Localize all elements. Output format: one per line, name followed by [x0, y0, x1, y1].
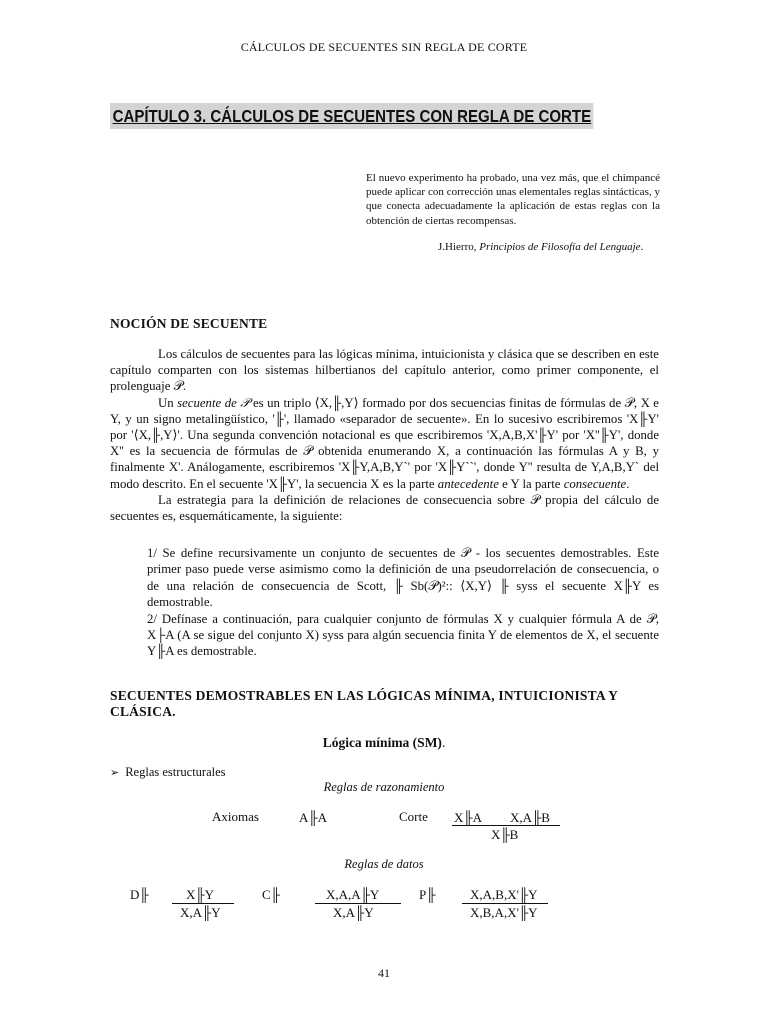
subheading-text: Lógica mínima (SM) [322, 735, 442, 750]
rule-c-premise: X,A,A╟Y [326, 887, 380, 902]
paragraph-intro: Los cálculos de secuentes para las lógicas mínima, intuicionista y clásica que se describen en este capítulo comparten con los sistemas hilbertianos del capítulo anterior, como primer componente, el prolenguaje 𝒫. [110, 347, 659, 394]
epigraph-quote: El nuevo experimento ha probado, una vez más, que el chimpancé puede aplicar con corrección unas elementales reglas sintácticas, y que conecta adecuadamente la aplicación de estas reglas con la obtención de ciertas recompensas. [366, 172, 660, 227]
rule-p-premise: X,A,B,X'╟Y [470, 887, 538, 902]
paragraph-definition [110, 395, 659, 492]
epigraph-source [438, 241, 643, 253]
rule-d-label: D╟ [130, 887, 149, 902]
axioms-label: Axiomas [212, 809, 259, 824]
bullet-label: Reglas estructurales [125, 765, 226, 779]
caption-reglas-razonamiento: Reglas de razonamiento [323, 780, 445, 794]
rule-c-conclusion: X,A╟Y [333, 905, 374, 920]
page-number: 41 [378, 966, 390, 980]
epigraph-end: . [640, 241, 644, 253]
cut-premise-2: X,A╟B [510, 810, 550, 825]
rule-p-label: P╟ [419, 887, 436, 902]
rule-c-label: C╟ [262, 887, 280, 902]
rule-d-conclusion: X,A╟Y [180, 905, 221, 920]
section-heading-line: SECUENTES DEMOSTRABLES EN LAS LÓGICAS MÍNIMA, INTUICIONISTA Y [110, 688, 619, 703]
rule-d-premise: X╟Y [186, 887, 214, 902]
paragraph-definition-part: Un [158, 395, 178, 410]
rule-c-inference-line [315, 903, 401, 904]
term-secuente: secuente de 𝒫 [177, 395, 250, 410]
list-item: 1/ Se define recursivamente un conjunto de secuentes de 𝒫 - los secuentes demostrables. Este primer paso puede verse asimismo como la definición de una pseudorrelación de consecuencia, o de una relación de consecuencia de Scott, ╟ Sb(𝒫)²:: ⟨X,Y⟩ ╟ syss el secuente X╟Y es demostrable. [147, 546, 659, 610]
rule-d-inference-line [172, 903, 234, 904]
caption-reglas-datos: Reglas de datos [344, 857, 424, 871]
strategy-list [147, 545, 659, 660]
bullet-reglas-estructurales [110, 765, 226, 780]
epigraph-author: J.Hierro, [438, 241, 480, 253]
chapter-title: CAPÍTULO 3. CÁLCULOS DE SECUENTES CON REGLA DE CORTE [110, 103, 594, 129]
section-heading-secuente: NOCIÓN DE SECUENTE [110, 316, 268, 331]
paragraph-definition-part: es un triplo ⟨X,╟,Y⟩ formado por dos secuencias finitas de fórmulas de 𝒫, X e Y, y un signo metalingüístico, '╟', llamado «separador de secuente». En lo sucesivo escribiremos 'X╟Y' por '⟨X,╟,Y⟩'. Una segunda convención notacional es que escribiremos 'X,A,B,X'╟Y' por 'X''╟Y', donde X'' es la secuencia de fórmulas de 𝒫 obtenida enumerando X, a continuación las fórmulas A y B, y finalmente X'. Análogamente, escribiremos 'X╟Y,A,B,Y`' por 'X╟Y``', donde Y'' resulta de Y,A,B,Y` del modo descrito. En el secuente 'X╟Y', la secuencia X es la parte [110, 395, 659, 491]
rule-p-conclusion: X,B,A,X'╟Y [470, 905, 538, 920]
subheading-logica-minima [0, 735, 768, 751]
epigraph-work: Principios de Filosofía del Lenguaje [479, 241, 641, 253]
term-antecedente: antecedente [437, 476, 499, 491]
cut-label: Corte [399, 809, 428, 824]
running-head: CÁLCULOS DE SECUENTES SIN REGLA DE CORTE [240, 40, 528, 54]
term-consecuente: consecuente [563, 476, 627, 491]
paragraph-definition-part: . [626, 476, 630, 491]
paragraph-definition-part: e Y la parte [498, 476, 564, 491]
paragraph-strategy: La estrategia para la definición de relaciones de consecuencia sobre 𝒫 propia del cálculo de secuentes es, esquemáticamente, la siguiente: [110, 492, 659, 524]
cut-conclusion: X╟B [491, 827, 519, 842]
section-heading-line: CLÁSICA. [110, 704, 176, 719]
arrow-bullet-icon: ➢ [110, 767, 120, 779]
subheading-end: . [441, 735, 446, 750]
cut-premise-1: X╟A [454, 810, 482, 825]
list-item: 2/ Defínase a continuación, para cualquier conjunto de fórmulas X y cualquier fórmula A de 𝒫, X├A (A se sigue del conjunto X) syss para algún secuencia finita Y de elementos de X, el secuente Y╟A es demostrable. [147, 611, 659, 659]
section-heading-demostrables [110, 688, 618, 720]
body-text-block [110, 346, 659, 524]
rule-p-inference-line [462, 903, 548, 904]
axiom-formula: A╟A [299, 810, 327, 825]
cut-inference-line [452, 825, 560, 826]
